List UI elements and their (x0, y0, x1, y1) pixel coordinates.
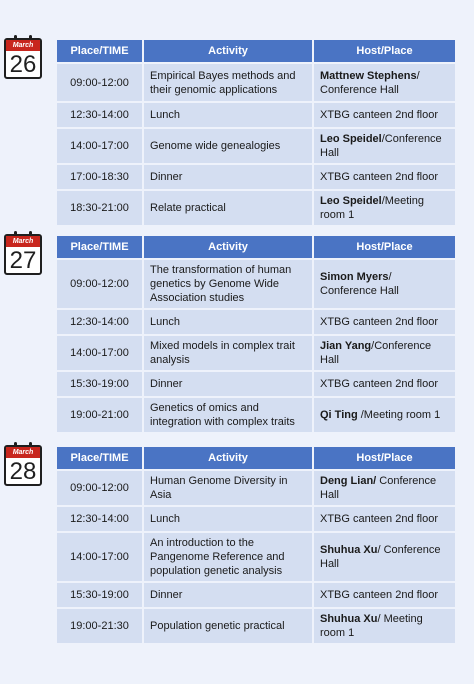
table-row (57, 372, 455, 396)
time-cell: 09:00-12:00 (57, 471, 142, 505)
header-host: Host/Place (314, 236, 455, 258)
host-place: XTBG canteen 2nd floor (320, 513, 439, 525)
host-cell (314, 64, 455, 101)
activity-cell: Lunch (144, 103, 312, 127)
host-place: /Conference Hall (320, 133, 442, 159)
table-row (57, 398, 455, 432)
table-row (57, 310, 455, 334)
host-place: XTBG canteen 2nd floor (320, 378, 439, 390)
time-cell: 19:00-21:30 (57, 609, 142, 643)
calendar-month: March (6, 236, 40, 247)
table-header-row (57, 40, 455, 62)
time-cell: 14:00-17:00 (57, 533, 142, 581)
activity-cell: Lunch (144, 310, 312, 334)
host-name: Leo Speidel (320, 195, 382, 207)
header-time: Place/TIME (57, 40, 142, 62)
calendar-icon (4, 445, 42, 486)
header-host: Host/Place (314, 40, 455, 62)
time-cell: 09:00-12:00 (57, 260, 142, 308)
time-cell: 15:30-19:00 (57, 372, 142, 396)
host-name: Shuhua Xu (320, 544, 378, 556)
schedule-table (55, 234, 457, 434)
time-cell: 18:30-21:00 (57, 191, 142, 225)
schedule-table (55, 445, 457, 645)
host-place: / Meeting room 1 (320, 613, 423, 639)
host-cell (314, 310, 455, 334)
activity-cell: The transformation of human genetics by Genome Wide Association studies (144, 260, 312, 308)
activity-cell: Human Genome Diversity in Asia (144, 471, 312, 505)
time-cell: 14:00-17:00 (57, 336, 142, 370)
host-name: Deng Lian/ (320, 475, 377, 487)
host-cell (314, 471, 455, 505)
host-cell (314, 191, 455, 225)
calendar-icon (4, 234, 42, 275)
host-cell (314, 372, 455, 396)
table-row (57, 260, 455, 308)
host-place: / Conference Hall (320, 544, 441, 570)
table-row (57, 103, 455, 127)
header-activity: Activity (144, 236, 312, 258)
time-cell: 12:30-14:00 (57, 310, 142, 334)
table-row (57, 191, 455, 225)
activity-cell: Lunch (144, 507, 312, 531)
host-cell (314, 583, 455, 607)
header-time: Place/TIME (57, 236, 142, 258)
host-place: /Meeting room 1 (320, 195, 424, 221)
table-row (57, 471, 455, 505)
table-row (57, 583, 455, 607)
calendar-day: 28 (9, 458, 37, 485)
activity-cell: Relate practical (144, 191, 312, 225)
calendar-month: March (6, 40, 40, 51)
header-time: Place/TIME (57, 447, 142, 469)
calendar-day: 27 (9, 247, 37, 274)
host-cell (314, 260, 455, 308)
table-header-row (57, 236, 455, 258)
activity-cell: Genome wide genealogies (144, 129, 312, 163)
host-place: / Conference Hall (320, 69, 420, 96)
host-name: Qi Ting (320, 409, 358, 421)
table-row (57, 64, 455, 101)
host-place: XTBG canteen 2nd floor (320, 589, 439, 601)
table-row (57, 533, 455, 581)
host-cell (314, 398, 455, 432)
host-place: / Conference Hall (320, 271, 399, 297)
host-cell (314, 129, 455, 163)
host-name: Mattnew Stephens (320, 69, 417, 82)
header-host: Host/Place (314, 447, 455, 469)
schedule-table (55, 38, 457, 227)
header-activity: Activity (144, 40, 312, 62)
time-cell: 14:00-17:00 (57, 129, 142, 163)
host-cell (314, 609, 455, 643)
host-cell (314, 533, 455, 581)
activity-cell: Population genetic practical (144, 609, 312, 643)
table-row (57, 609, 455, 643)
table-row (57, 507, 455, 531)
host-place: XTBG canteen 2nd floor (320, 316, 439, 328)
activity-cell: Dinner (144, 165, 312, 189)
table-row (57, 336, 455, 370)
time-cell: 15:30-19:00 (57, 583, 142, 607)
host-place: Conference Hall (320, 475, 437, 501)
activity-cell: An introduction to the Pangenome Reference and population genetic analysis (144, 533, 312, 581)
host-place: /Meeting room 1 (357, 409, 441, 421)
time-cell: 12:30-14:00 (57, 103, 142, 127)
host-place: /Conference Hall (320, 340, 432, 366)
activity-cell: Dinner (144, 583, 312, 607)
calendar-icon (4, 38, 42, 79)
time-cell: 17:00-18:30 (57, 165, 142, 189)
activity-cell: Empirical Bayes methods and their genomic applications (144, 64, 312, 101)
time-cell: 12:30-14:00 (57, 507, 142, 531)
table-row (57, 129, 455, 163)
table-header-row (57, 447, 455, 469)
host-name: Leo Speidel (320, 133, 382, 145)
host-cell (314, 165, 455, 189)
calendar-day: 26 (9, 51, 37, 78)
header-activity: Activity (144, 447, 312, 469)
activity-cell: Genetics of omics and integration with complex traits (144, 398, 312, 432)
activity-cell: Mixed models in complex trait analysis (144, 336, 312, 370)
host-place: XTBG canteen 2nd floor (320, 109, 439, 121)
activity-cell: Dinner (144, 372, 312, 396)
host-name: Simon Myers (320, 271, 389, 283)
time-cell: 19:00-21:00 (57, 398, 142, 432)
host-cell (314, 103, 455, 127)
table-row (57, 165, 455, 189)
host-cell (314, 336, 455, 370)
host-place: XTBG canteen 2nd floor (320, 171, 439, 183)
calendar-month: March (6, 447, 40, 458)
host-name: Shuhua Xu (320, 613, 378, 625)
host-name: Jian Yang (320, 340, 372, 352)
host-cell (314, 507, 455, 531)
time-cell: 09:00-12:00 (57, 64, 142, 101)
